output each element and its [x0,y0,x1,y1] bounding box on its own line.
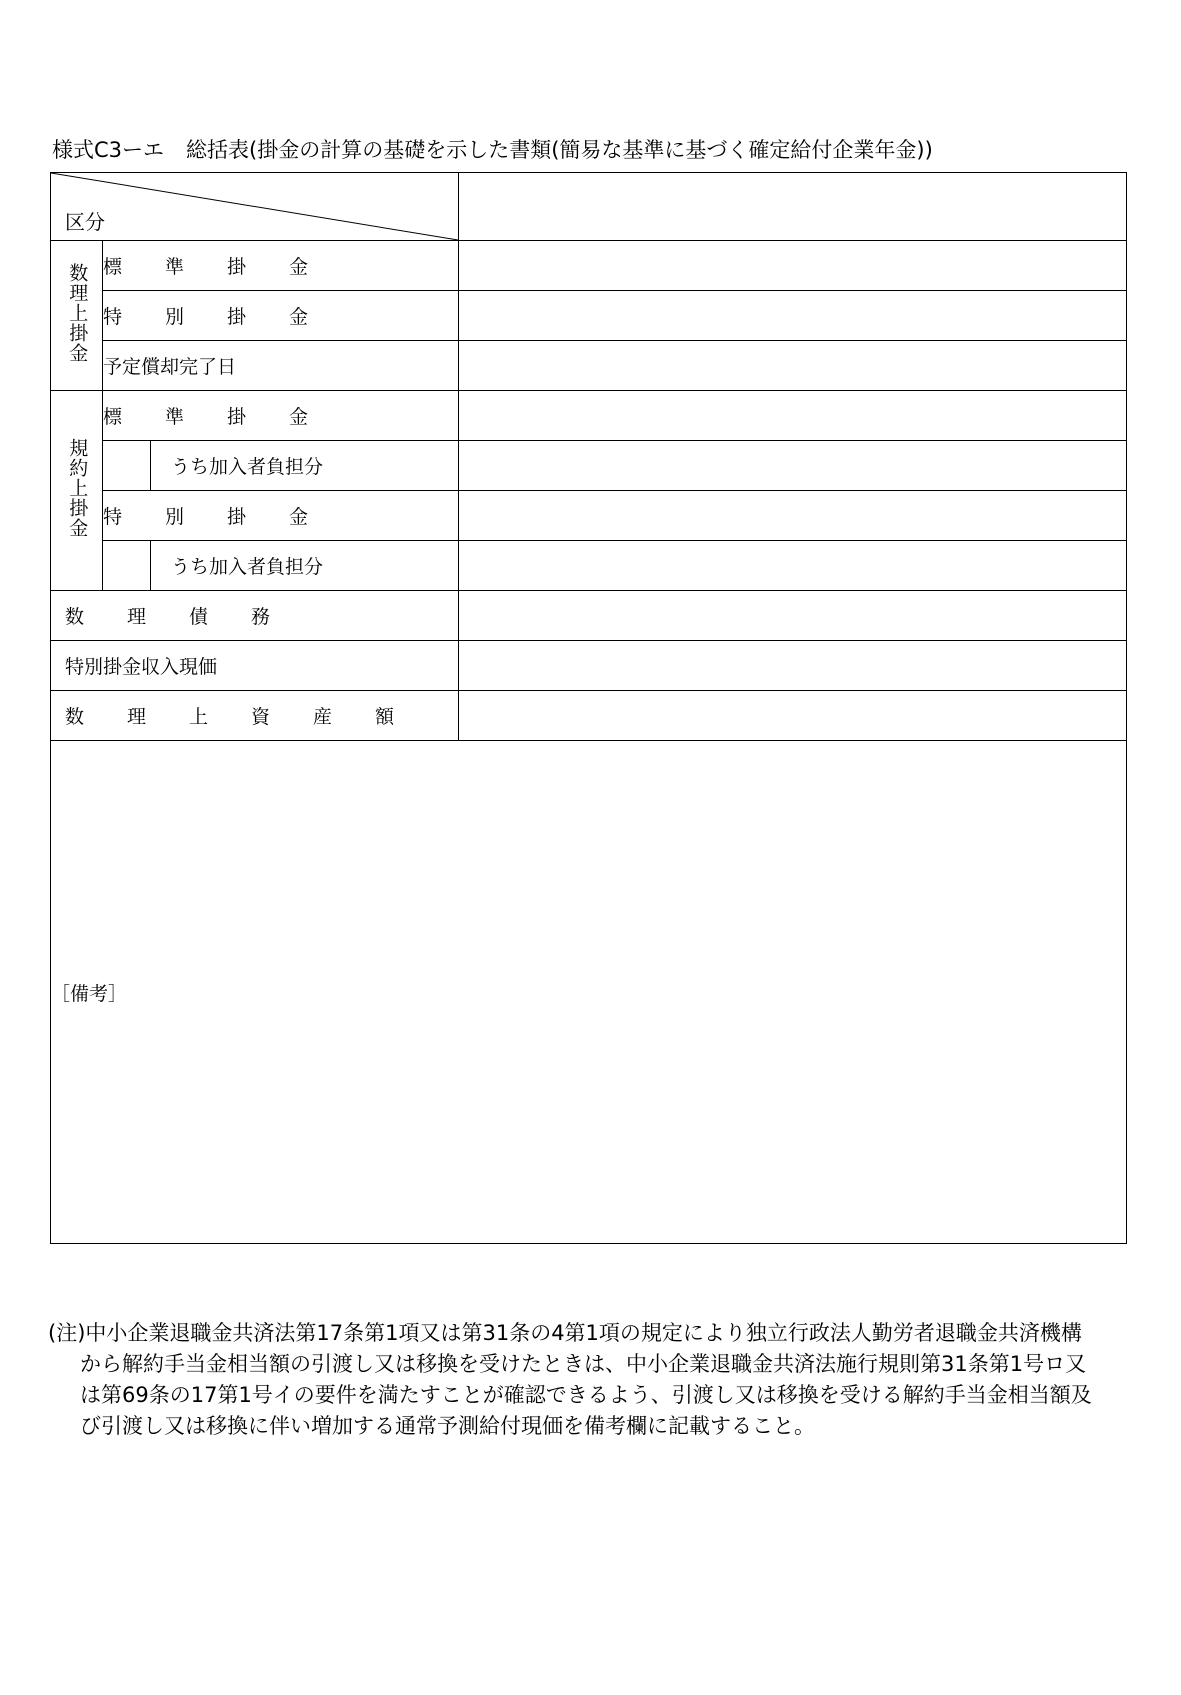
row-indent-spacer [103,541,151,591]
group-label-suurijou-kakekin [51,241,103,391]
table-row [51,341,1127,391]
row-label-tokubetsu-kakekin-shunyu-genka: 特別掛金収入現価 [51,641,459,691]
row-value-g2-hyojun-kakekin[interactable] [459,391,1127,441]
form-code: 様式C3ーエ [52,138,165,162]
remarks-area[interactable] [51,741,1127,1244]
header-value-cell[interactable] [459,173,1127,241]
row-value-suuri-saimu[interactable] [459,591,1127,641]
kubun-header-cell [51,173,459,241]
footnote-line-2: から解約手当金相当額の引渡し又は移換を受けたときは、中小企業退職金共済法施行規則第31条第1号ロ又 [80,1352,1087,1376]
row-label-suuri-saimu: 数 理 債 務 [51,591,459,641]
table-row [51,391,1127,441]
row-value-g2-kanyusha-futan-1[interactable] [459,441,1127,491]
row-value-g2-kanyusha-futan-2[interactable] [459,541,1127,591]
footnote-line-1: (注)中小企業退職金共済法第17条第1項又は第31条の4第1項の規定により独立行政法人勤労者退職金共済機構 [48,1321,1082,1345]
row-label-g1-shokyaku-kanryobi: 予定償却完了日 [103,341,459,391]
row-indent-spacer [103,441,151,491]
table-row [51,491,1127,541]
row-value-g2-tokubetsu-kakekin[interactable] [459,491,1127,541]
footnote-line-4: び引渡し又は移換に伴い増加する通常予測給付現価を備考欄に記載すること。 [80,1414,815,1438]
row-label-suurijou-shisangaku: 数 理 上 資 産 額 [51,691,459,741]
group-label-kiyakujou-kakekin [51,391,103,591]
page-title [52,136,933,164]
row-value-g1-tokubetsu-kakekin[interactable] [459,291,1127,341]
row-label-g1-hyojun-kakekin: 標 準 掛 金 [103,241,459,291]
footnote-line-3: は第69条の17第1号イの要件を満たすことが確認できるよう、引渡し又は移換を受ける解約手当金相当額及 [80,1383,1092,1407]
group-label-text: 数理上掛金 [66,263,89,363]
row-label-g1-tokubetsu-kakekin: 特 別 掛 金 [103,291,459,341]
table-header-row [51,173,1127,241]
table-row [51,641,1127,691]
table-row [51,541,1127,591]
row-label-g2-tokubetsu-kakekin: 特 別 掛 金 [103,491,459,541]
row-label-g2-kanyusha-futan-2: うち加入者負担分 [151,541,459,591]
table-row [51,691,1127,741]
table-row [51,241,1127,291]
remarks-label: ［備考］ [51,982,128,1005]
diagonal-divider-line [51,173,458,240]
row-label-g2-kanyusha-futan-1: うち加入者負担分 [151,441,459,491]
row-value-g1-shokyaku-kanryobi[interactable] [459,341,1127,391]
row-value-suurijou-shisangaku[interactable] [459,691,1127,741]
table-row [51,291,1127,341]
footnote-note [48,1318,1133,1442]
table-row [51,591,1127,641]
summary-table [50,172,1127,1244]
row-label-g2-hyojun-kakekin: 標 準 掛 金 [103,391,459,441]
remarks-row [51,741,1127,1244]
row-value-g1-hyojun-kakekin[interactable] [459,241,1127,291]
form-title-text: 総括表(掛金の計算の基礎を示した書類(簡易な基準に基づく確定給付企業年金)) [186,138,933,162]
group-label-text: 規約上掛金 [66,438,89,538]
table-row [51,441,1127,491]
kubun-label: 区分 [65,210,105,234]
row-value-tokubetsu-kakekin-shunyu-genka[interactable] [459,641,1127,691]
